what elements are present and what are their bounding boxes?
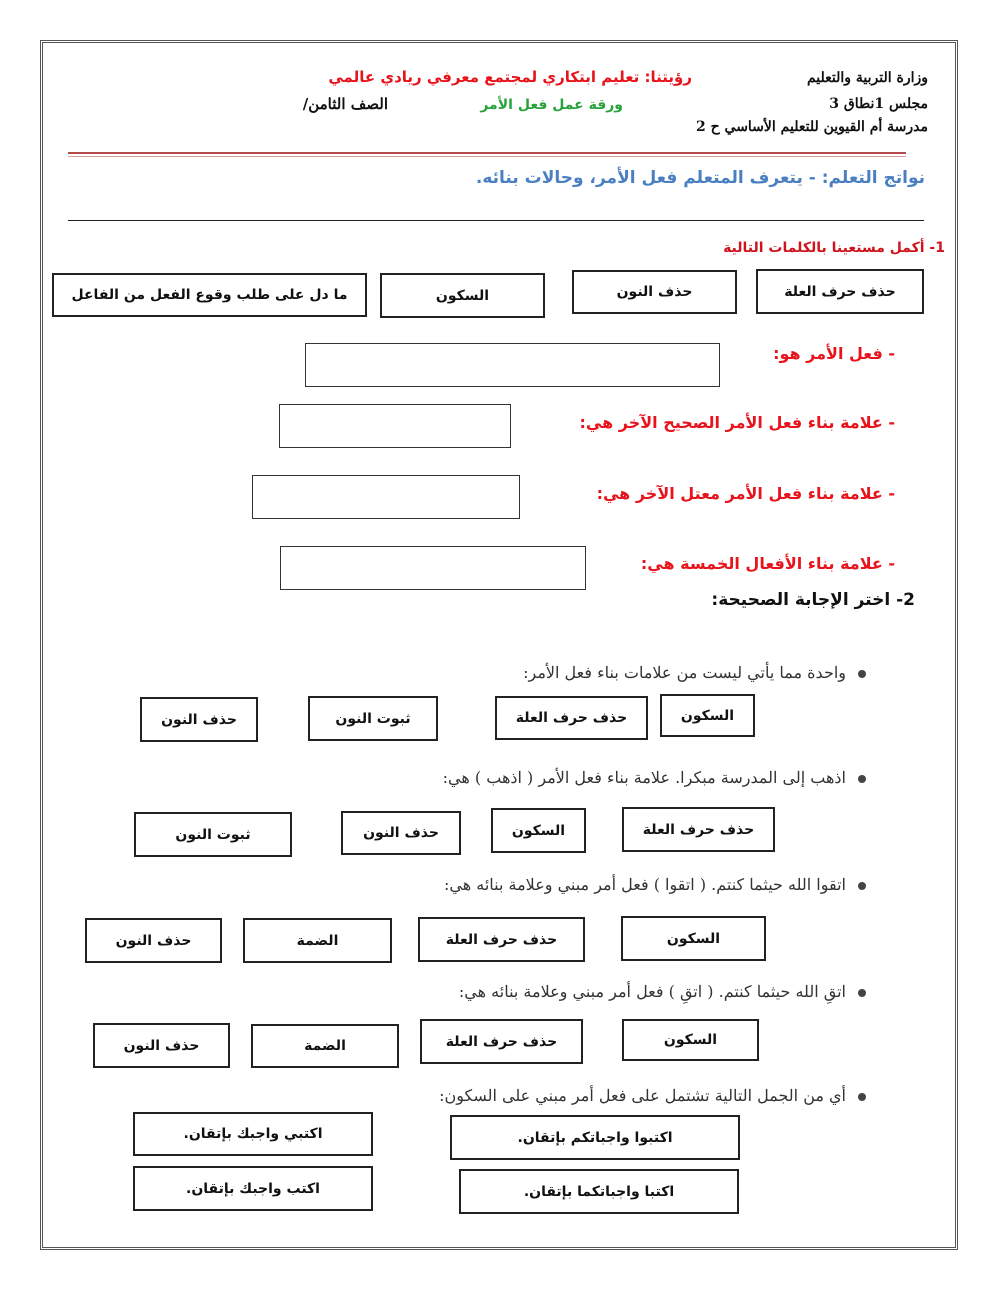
header-divider-thin	[68, 156, 906, 157]
word-bank-item[interactable]: حذف حرف العلة	[756, 269, 924, 314]
q1-item-label: - علامة بناء فعل الأمر معتل الآخر هي:	[596, 484, 895, 503]
answer-option[interactable]: السكون	[660, 694, 755, 737]
page-border	[40, 40, 958, 1250]
ministry-name: وزارة التربية والتعليم	[806, 70, 928, 86]
answer-option[interactable]: اكتب واجبك بإتقان.	[133, 1166, 373, 1211]
answer-option[interactable]: حذف النون	[341, 811, 461, 855]
worksheet-title: ورقة عمل فعل الأمر	[480, 97, 623, 113]
bullet-icon	[858, 989, 866, 997]
q1-title: 1- أكمل مستعينا بالكلمات التالية	[723, 240, 945, 256]
answer-input[interactable]	[279, 404, 511, 448]
answer-option[interactable]: السكون	[622, 1019, 759, 1061]
answer-option[interactable]: حذف النون	[140, 697, 258, 742]
answer-option[interactable]: اكتبا واجباتكما بإتقان.	[459, 1169, 739, 1214]
answer-option[interactable]: الضمة	[243, 918, 392, 963]
word-bank-item[interactable]: حذف النون	[572, 270, 737, 314]
answer-input[interactable]	[252, 475, 520, 519]
answer-option[interactable]: حذف حرف العلة	[495, 696, 648, 740]
answer-option[interactable]: ثبوت النون	[134, 812, 292, 857]
grade-label: الصف الثامن/	[302, 95, 388, 113]
answer-option[interactable]: حذف النون	[85, 918, 222, 963]
answer-option[interactable]: السكون	[491, 808, 586, 853]
outcomes-divider	[68, 220, 924, 221]
learning-outcomes: نواتج التعلم: - يتعرف المتعلم فعل الأمر، وحالات بنائه.	[475, 168, 925, 188]
answer-option[interactable]: اكتبي واجبك بإتقان.	[133, 1112, 373, 1156]
vision-statement: رؤيتنا: تعليم ابتكاري لمجتمع معرفي ريادي عالمي	[328, 68, 692, 86]
answer-option[interactable]: السكون	[621, 916, 766, 961]
bullet-icon	[858, 775, 866, 783]
question-text: اتقِ الله حيثما كنتم. ( اتقِ ) فعل أمر مبني وعلامة بنائه هي:	[459, 982, 866, 1001]
answer-option[interactable]: الضمة	[251, 1024, 399, 1068]
answer-option[interactable]: حذف حرف العلة	[622, 807, 775, 852]
q1-item-label: - علامة بناء فعل الأمر الصحيح الآخر هي:	[579, 413, 895, 432]
q2-title: 2- اختر الإجابة الصحيحة:	[711, 590, 915, 610]
word-bank-item[interactable]: ما دل على طلب وقوع الفعل من الفاعل	[52, 273, 367, 317]
school-name: مدرسة أم القيوين للتعليم الأساسي ح 2	[695, 119, 928, 135]
answer-option[interactable]: حذف النون	[93, 1023, 230, 1068]
answer-option[interactable]: حذف حرف العلة	[418, 917, 585, 962]
bullet-icon	[858, 670, 866, 678]
bullet-icon	[858, 882, 866, 890]
q1-item-label: - فعل الأمر هو:	[773, 344, 895, 363]
bullet-icon	[858, 1093, 866, 1101]
council-name: مجلس 1نطاق 3	[829, 96, 928, 112]
word-bank-item[interactable]: السكون	[380, 273, 545, 318]
question-text: أي من الجمل التالية تشتمل على فعل أمر مبني على السكون:	[439, 1086, 866, 1105]
question-text: اتقوا الله حيثما كنتم. ( اتقوا ) فعل أمر مبني وعلامة بنائه هي:	[444, 875, 866, 894]
question-text: اذهب إلى المدرسة مبكرا. علامة بناء فعل الأمر ( اذهب ) هي:	[443, 768, 866, 787]
answer-option[interactable]: حذف حرف العلة	[420, 1019, 583, 1064]
answer-option[interactable]: ثبوت النون	[308, 696, 438, 741]
q1-item-label: - علامة بناء الأفعال الخمسة هي:	[640, 554, 895, 573]
answer-input[interactable]	[305, 343, 720, 387]
answer-option[interactable]: اكتبوا واجباتكم بإتقان.	[450, 1115, 740, 1160]
header-divider	[68, 152, 906, 154]
question-text: واحدة مما يأتي ليست من علامات بناء فعل الأمر:	[523, 663, 866, 682]
answer-input[interactable]	[280, 546, 586, 590]
